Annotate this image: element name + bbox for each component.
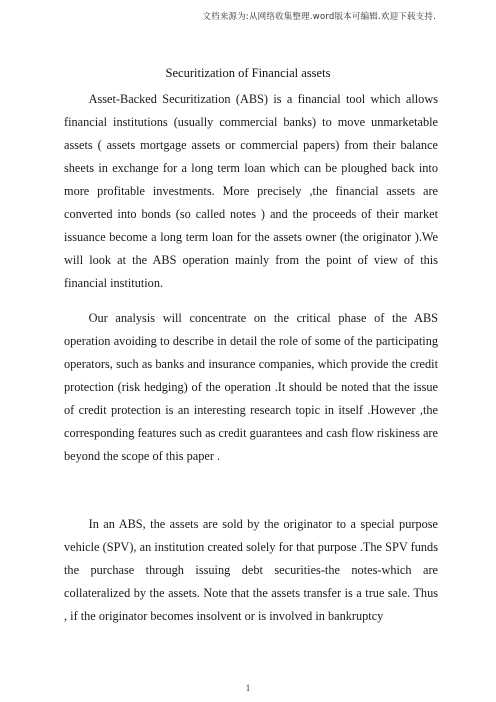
document-title: Securitization of Financial assets — [165, 66, 331, 80]
page-number: 1 — [245, 683, 251, 693]
paragraph-text: Asset-Backed Securitization (ABS) is a financial tool which allows financial institutions (usually commercial banks) to move unmarketable assets ( assets mortgage assets or commercial papers) from their balance sheets in exchange for a long term loan which can be ploughed back into more profitable investments. More precisely ,the financial assets are converted into bonds (so called notes ) and the proceeds of their market issuance become a long term loan for the assets owner (the originator ).We will look at the ABS operation mainly from the point of view of this financial institution. — [64, 92, 438, 290]
body-paragraph — [64, 88, 438, 295]
body-paragraph — [64, 513, 438, 628]
paragraph-text: Our analysis will concentrate on the critical phase of the ABS operation avoiding to describe in detail the role of some of the participating operators, such as banks and insurance companies, which provide the credit protection (risk hedging) of the operation .It should be noted that the issue of credit protection is an interesting research topic in itself .However ,the corresponding features such as credit guarantees and cash flow riskiness are beyond the scope of this paper . — [64, 311, 438, 463]
page-header-note: 文档来源为:从网络收集整理.word版本可编辑.欢迎下载支持. — [202, 12, 436, 22]
body-paragraph — [64, 307, 438, 468]
paragraph-text: In an ABS, the assets are sold by the originator to a special purpose vehicle (SPV), an institution created solely for that purpose .The SPV funds the purchase through issuing debt securities-the notes-which are collateralized by the assets. Note that the assets transfer is a true sale. Thus , if the originator becomes insolvent or is involved in bankruptcy — [64, 517, 438, 623]
